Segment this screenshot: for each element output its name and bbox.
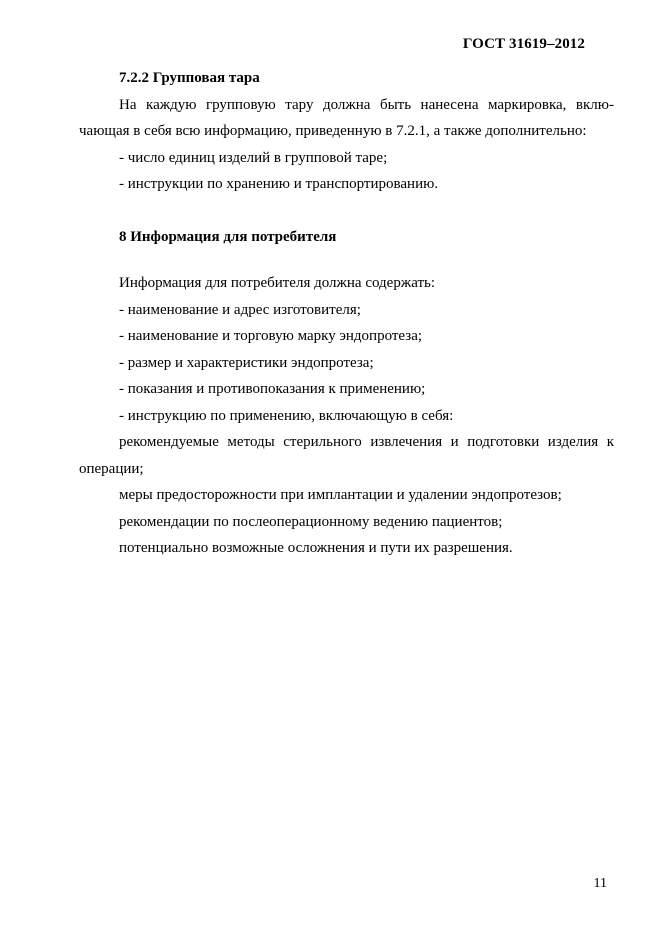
- list-item: - показания и противопоказания к применению;: [119, 381, 426, 397]
- section-spacer: [79, 198, 614, 224]
- section-8-heading: 8 Информация для потребителя: [119, 228, 337, 245]
- paragraph-line: На каждую групповую тару должна быть нанесена маркировка, вклю-: [119, 96, 614, 113]
- section-7-2-2-heading: 7.2.2 Групповая тара: [119, 70, 260, 86]
- sub-list-item-continuation: операции;: [79, 460, 144, 477]
- section-8-intro: Информация для потребителя должна содержать:: [119, 275, 436, 291]
- list-item: - наименование и торговую марку эндопротеза;: [119, 328, 423, 344]
- sub-list-item: потенциально возможные осложнения и пути их разрешения.: [119, 540, 513, 556]
- list-item: - наименование и адрес изготовителя;: [119, 301, 361, 318]
- sub-list-item: рекомендации по послеоперационному ведению пациентов;: [119, 513, 503, 530]
- list-item: - число единиц изделий в групповой таре;: [119, 149, 388, 166]
- page-number: 11: [593, 876, 607, 891]
- list-item: - размер и характеристики эндопротеза;: [119, 354, 374, 371]
- document-code-header: ГОСТ 31619–2012: [462, 36, 585, 52]
- sub-list-item: рекомендуемые методы стерильного извлечения и подготовки изделия к: [119, 434, 614, 450]
- section-spacer: [79, 250, 614, 270]
- document-body: [79, 65, 614, 562]
- sub-list-item: меры предосторожности при имплантации и удалении эндопротезов;: [119, 487, 562, 503]
- list-item: - инструкции по хранению и транспортированию.: [119, 176, 439, 192]
- list-item: - инструкцию по применению, включающую в себя:: [119, 407, 454, 424]
- paragraph-line: чающая в себя всю информацию, приведенную в 7.2.1, а также дополнительно:: [79, 123, 587, 139]
